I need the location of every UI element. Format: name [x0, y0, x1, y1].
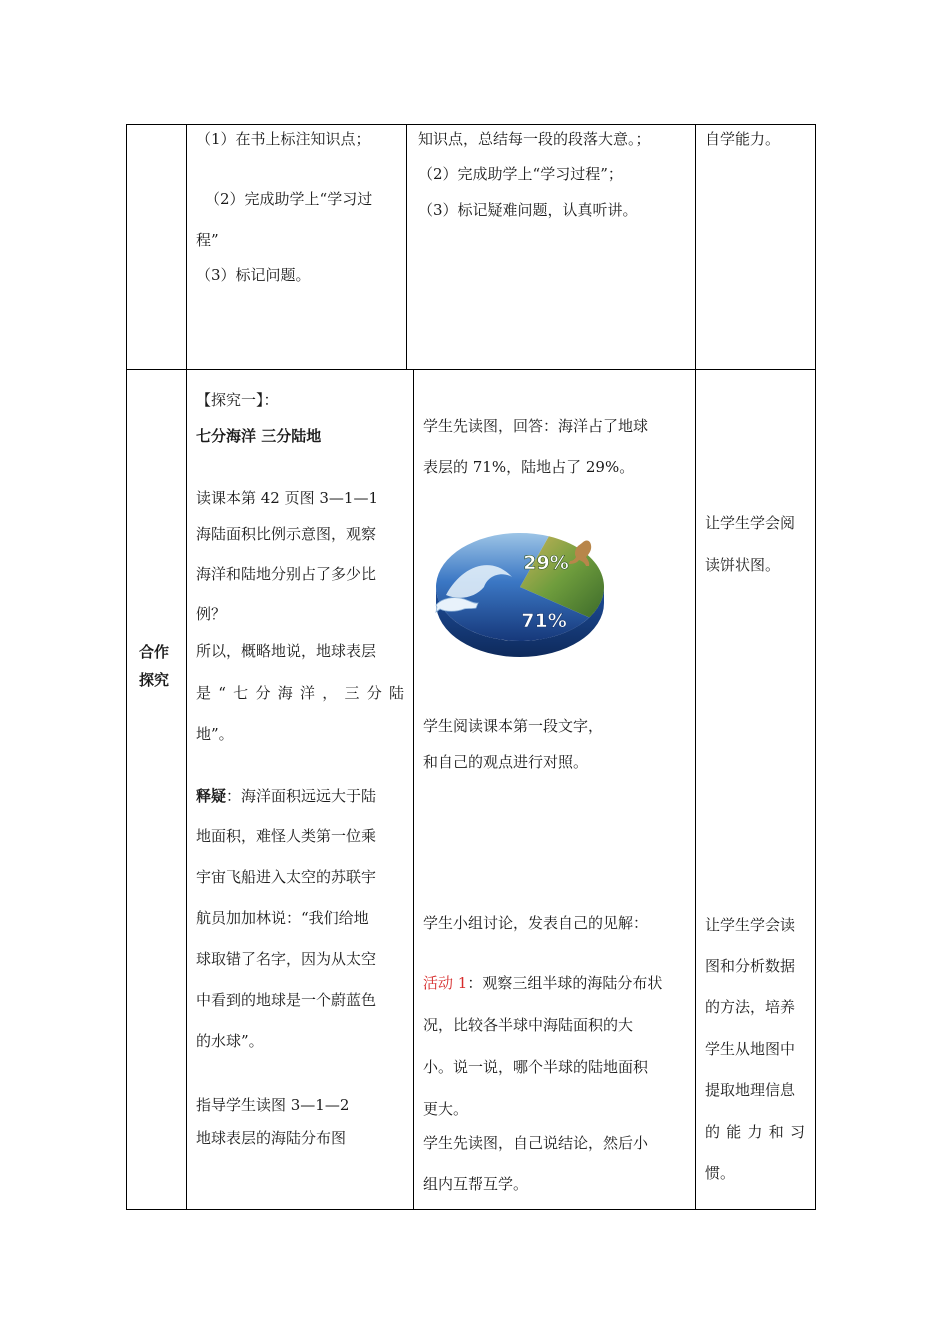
clarification-first-line: [196, 786, 376, 806]
col2-p3-line3: 宇宙飞船进入太空的苏联宇: [196, 868, 377, 886]
col4-p2-line3: 的方法，培养: [705, 998, 796, 1016]
col2-p3-line6: 中看到的地球是一个蔚蓝色: [196, 991, 377, 1009]
col2-p3-line2: 地面积，难怪人类第一位乘: [196, 827, 377, 845]
table-top-border: [126, 124, 816, 125]
col3-divider: [695, 124, 696, 1210]
col4-p2-line7: 惯。: [705, 1164, 736, 1182]
pie-label-ocean: 71%: [521, 610, 567, 632]
col3-p3-line1: 学生小组讨论，发表自己的见解：: [423, 914, 649, 932]
col2-p1-line3: 海洋和陆地分别占了多少比: [196, 565, 377, 583]
col2-p2-line1: 所以，概略地说，地球表层: [196, 642, 377, 660]
activity-first-line: [423, 973, 662, 993]
col2-divider-row1: [406, 124, 407, 370]
col1-divider: [186, 124, 187, 1210]
activity-line4: 更大。: [423, 1100, 469, 1118]
activity-line2: 况，比较各半球中海陆面积的大: [423, 1016, 634, 1034]
clarification-label: 释疑: [196, 787, 227, 805]
row1-col3-line3: （3）标记疑难问题，认真听讲。: [418, 201, 638, 219]
col3-p1-line2: 表层的 71%，陆地占了 29%。: [423, 458, 635, 476]
inquiry-subheading: 七分海洋 三分陆地: [196, 427, 322, 445]
row1-col2-line4: （3）标记问题。: [196, 266, 311, 284]
col3-p2-line1: 学生阅读课本第一段文字，: [423, 717, 604, 735]
row1-col3-line1: 知识点，总结每一段的段落大意。；: [418, 130, 651, 148]
col2-p2-line3: 地”。: [196, 725, 234, 743]
table-bottom-border: [126, 1209, 816, 1210]
col4-p1-line2: 读饼状图。: [705, 556, 781, 574]
inquiry-heading: 【探究一】：: [196, 391, 279, 409]
col2-p2-line2: 是“七分海洋，三分陆: [196, 684, 404, 702]
section-label-line2: 探究: [139, 671, 170, 689]
col2-p1-line2: 海陆面积比例示意图，观察: [196, 525, 377, 543]
col4-p2-line1: 让学生学会读: [705, 916, 796, 934]
row1-col3-line2: （2）完成助学上“学习过程”；: [418, 165, 623, 183]
col2-p1-line1: 读课本第 42 页图 3—1—1: [196, 489, 379, 507]
col4-p2-line4: 学生从地图中: [705, 1040, 796, 1058]
table-right-border: [815, 124, 816, 1210]
col2-p4-line1: 指导学生读图 3—1—2: [196, 1096, 350, 1114]
row1-col4-line1: 自学能力。: [705, 130, 781, 148]
row1-col2-line3: 程”: [196, 231, 219, 249]
ocean-land-pie-chart: [432, 525, 612, 665]
col2-p3-line7: 的水球”。: [196, 1032, 264, 1050]
col4-p2-line2: 图和分析数据: [705, 957, 796, 975]
clarification-text: ：海洋面积远远大于陆: [226, 787, 377, 805]
col3-p4-line2: 组内互帮互学。: [423, 1175, 529, 1193]
activity-line3: 小。说一说，哪个半球的陆地面积: [423, 1058, 649, 1076]
col4-p1-line1: 让学生学会阅: [705, 514, 796, 532]
col2-divider-row2: [413, 369, 414, 1210]
activity-label: 活动 1: [423, 974, 468, 992]
section-label-line1: 合作: [139, 643, 170, 661]
col4-p2-line5: 提取地理信息: [705, 1081, 796, 1099]
pie-label-land: 29%: [523, 552, 569, 574]
activity-text: ：观察三组半球的海陆分布状: [467, 974, 663, 992]
table-left-border: [126, 124, 127, 1210]
col3-p1-line1: 学生先读图，回答：海洋占了地球: [423, 417, 649, 435]
col2-p4-line2: 地球表层的海陆分布图: [196, 1129, 347, 1147]
col2-p1-line4: 例？: [196, 605, 227, 623]
col3-p2-line2: 和自己的观点进行对照。: [423, 753, 589, 771]
row1-col2-line1: （1）在书上标注知识点；: [196, 130, 371, 148]
row-divider: [126, 369, 816, 370]
col2-p3-line5: 球取错了名字，因为从太空: [196, 950, 377, 968]
col3-p4-line1: 学生先读图，自己说结论，然后小: [423, 1134, 649, 1152]
col4-p2-line6: 的能力和习: [705, 1123, 805, 1141]
row1-col2-line2: （2）完成助学上“学习过: [205, 190, 373, 208]
col2-p3-line4: 航员加加林说：“我们给地: [196, 909, 369, 927]
